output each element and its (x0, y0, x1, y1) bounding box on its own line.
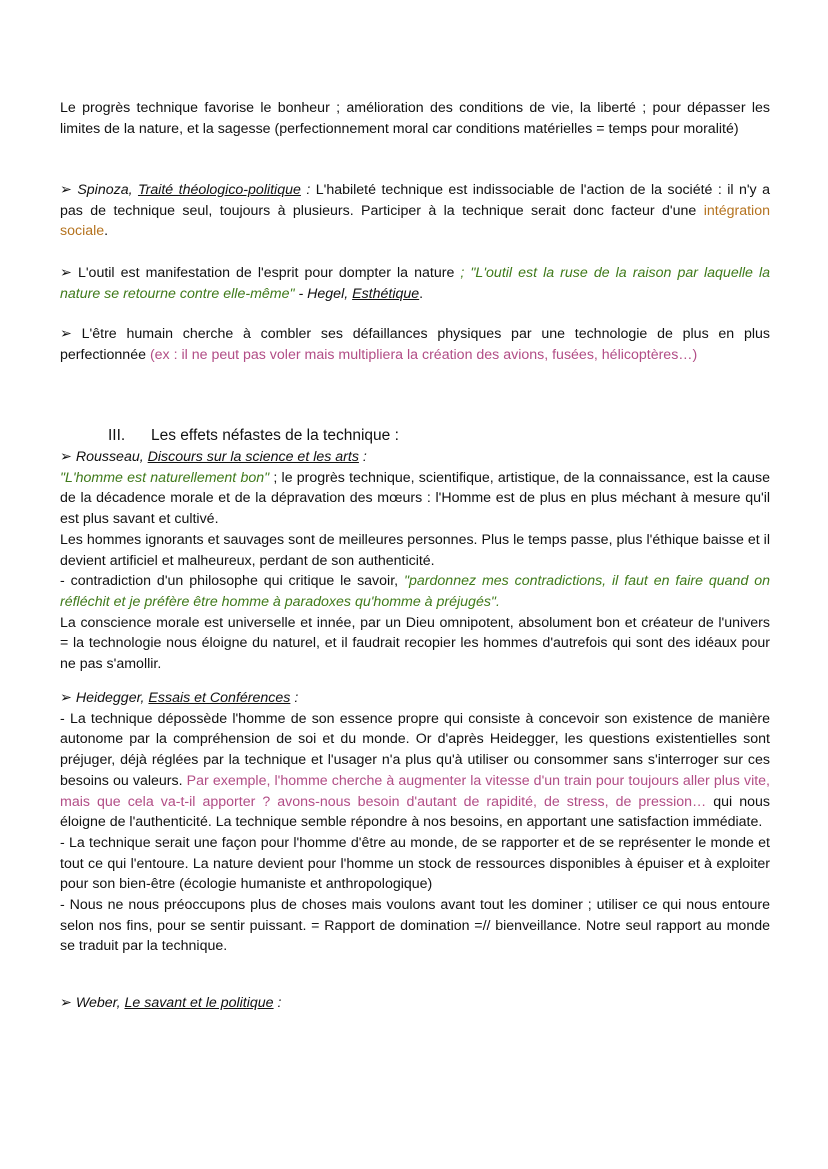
section-title: Les effets néfastes de la technique : (151, 427, 399, 444)
arrow-bullet-icon: ➢ (60, 449, 72, 465)
heidegger-paragraph-1 (60, 709, 770, 833)
section-heading (108, 425, 608, 447)
period: . (419, 285, 424, 302)
arrow-bullet-icon: ➢ (60, 326, 72, 342)
intro-paragraph: Le progrès technique favorise le bonheur ; amélioration des conditions de vie, la liberté ; pour dépasser les limites de la nature, et la sagesse (perfectionnement moral car conditions matérielles = temps pour moralité) (60, 100, 770, 137)
colon: : (277, 995, 282, 1011)
body-text: L'être humain cherche à combler ses défaillances physiques par une technologie de plus en plus perfectionnée (60, 326, 770, 363)
rousseau-paragraph-4: La conscience morale est universelle et innée, par un Dieu omnipotent, absolument bon et créateur de l'univers = la technologie nous éloigne du naturel, et il faudrait recopier les hommes d'autrefois qui sont des idéaux pour ne pas s'amollir. (60, 614, 770, 673)
work-title: Discours sur la science et les arts (147, 449, 359, 465)
arrow-bullet-icon: ➢ (60, 995, 72, 1011)
author-name: - Hegel, (298, 285, 349, 302)
colon: : (362, 449, 367, 465)
heidegger-paragraph-2: - La technique serait une façon pour l'homme d'être au monde, de se rapporter et de se représenter le monde et tout ce qui l'entoure. La nature devient pour l'homme un stock de ressources disponibles à épuiser et à exploiter pour son bien-être (écologie humaniste et anthropologique) (60, 834, 770, 893)
period: . (104, 223, 109, 240)
author-name: Heidegger, (75, 690, 145, 706)
rousseau-paragraph-1 (60, 468, 770, 530)
spinoza-paragraph (60, 180, 770, 242)
heidegger-paragraph-3: - Nous ne nous préoccupons plus de choses mais voulons avant tout les dominer ; utiliser ce qui nous entoure selon nos fins, pour se sentir puissant. = Rapport de domination =// bienveillance. Notre seul rapport au monde se traduit par la technique. (60, 897, 770, 955)
quote-text: "pardonnez mes contradictions, il faut en faire quand on réfléchit et je préfère être homme à paradoxes qu'homme à préjugés". (60, 573, 771, 610)
body-text: ; le progrès technique, scientifique, artistique, de la connaissance, est la cause de la décadence morale et de la dépravation des mœurs : l'Homme est de plus en plus méchant à mesure qu'il est plus savant et cultivé. (60, 469, 771, 528)
body-text: - La technique dépossède l'homme de son essence propre qui consiste à concevoir son existence de manière autonome par la compréhension de soi et du monde. Or d'après Heidegger, les questions existentielles sont préjuger, déjà réglées par la technique et l'usager n'a plus qu'à utiliser ou consommer sans s'interroger sur ces besoins ou valeurs. (60, 710, 770, 789)
body-text: qui nous éloigne de l'authenticité. La technique semble répondre à nos besoins, en apportant une satisfaction immédiate. (60, 793, 771, 831)
highlighted-term: intégration sociale (60, 202, 770, 240)
work-title: Essais et Conférences (148, 690, 291, 706)
quote-text: ; "L'outil est la ruse de la raison par laquelle la nature se retourne contre elle-même" (60, 265, 770, 302)
colon: : (306, 182, 311, 198)
heidegger-reference (60, 688, 770, 709)
rousseau-section (60, 447, 770, 675)
section-number: III. (108, 427, 126, 444)
quote-text: "L'homme est naturellement bon" (60, 469, 270, 486)
body-text: - contradiction d'un philosophe qui critique le savoir, (60, 573, 399, 590)
rousseau-paragraph-2: Les hommes ignorants et sauvages sont de meilleures personnes. Plus le temps passe, plus l'éthique baisse et il devient artificiel et malheureux, perdant de son authenticité. (60, 531, 770, 569)
example-text: Par exemple, l'homme cherche à augmenter la vitesse d'un train pour toujours aller plus vite, mais que cela va-t-il apporter ? avons-nous besoin d'autant de rapidité, de stress, de pression… (60, 772, 770, 810)
author-name: Rousseau, (75, 449, 144, 465)
rousseau-paragraph-3 (60, 571, 770, 612)
arrow-bullet-icon: ➢ (60, 265, 72, 281)
hegel-paragraph (60, 263, 770, 304)
author-name: Weber, (75, 995, 121, 1011)
rousseau-reference (60, 447, 770, 468)
body-text: L'habileté technique est indissociable de l'action de la société : il n'y a pas de technique seul, toujours à plusieurs. Participer à la technique serait donc facteur d'une (60, 182, 770, 219)
arrow-bullet-icon: ➢ (60, 182, 72, 198)
body-text: L'outil est manifestation de l'esprit pour dompter la nature (77, 265, 455, 281)
arrow-bullet-icon: ➢ (60, 690, 72, 706)
example-text: (ex : il ne peut pas voler mais multipliera la création des avions, fusées, hélicoptères…) (149, 346, 698, 363)
work-title: Esthétique (352, 285, 420, 302)
technology-paragraph (60, 324, 770, 365)
heidegger-section (60, 688, 770, 957)
weber-reference (60, 993, 770, 1014)
work-title: Le savant et le politique (124, 995, 274, 1011)
work-title: Traité théologico-politique (137, 182, 301, 198)
colon: : (294, 690, 299, 706)
author-name: Spinoza, (77, 182, 133, 198)
